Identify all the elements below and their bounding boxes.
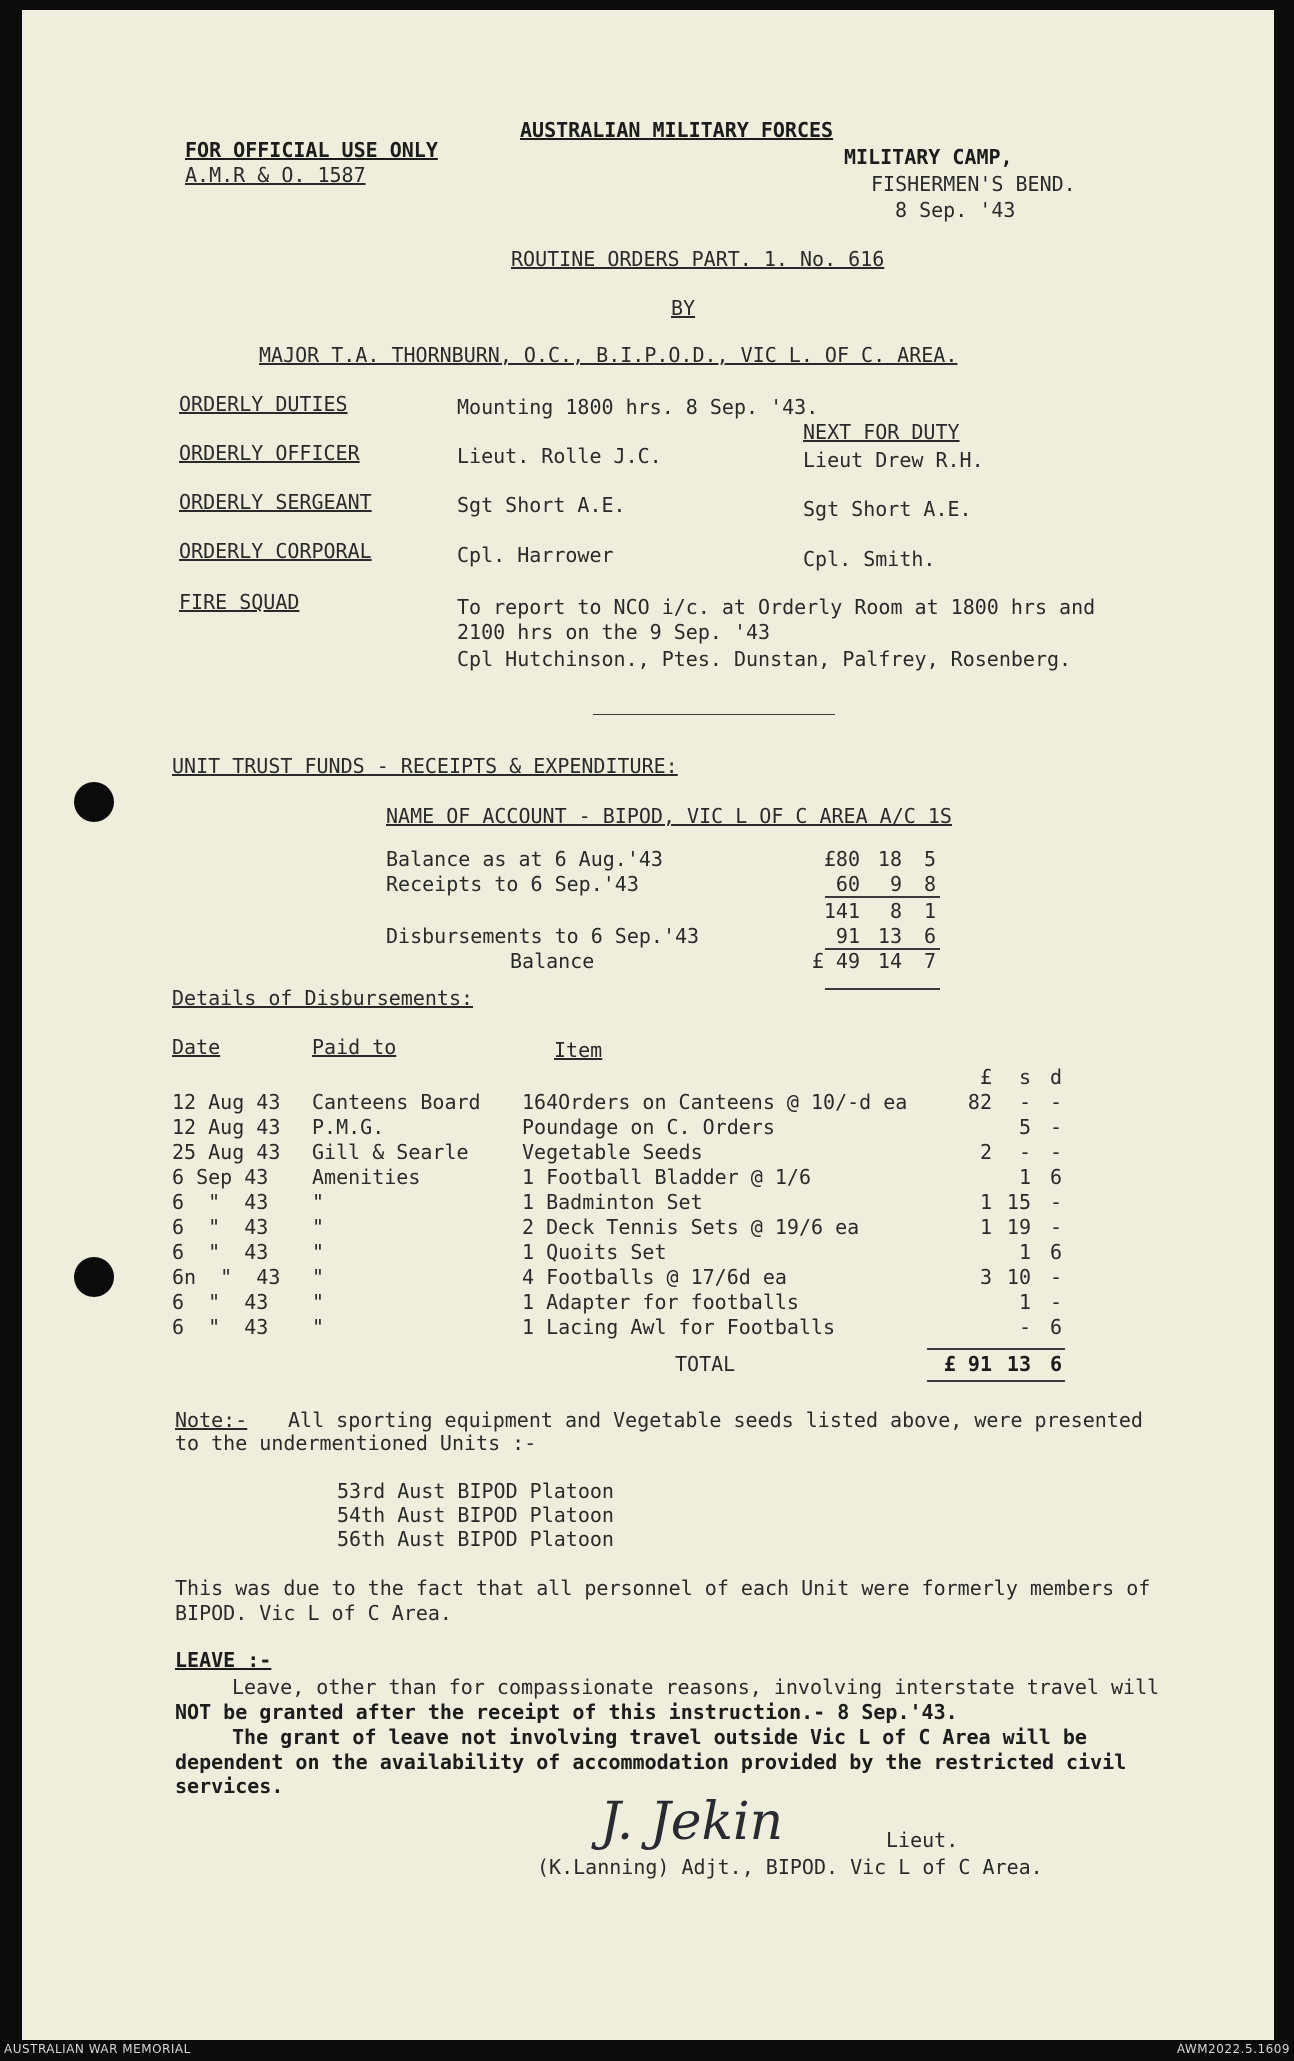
unit-line: 54th Aust BIPOD Platoon [337, 1503, 614, 1527]
row-item: Vegetable Seeds [522, 1140, 703, 1164]
row-item: 1 Football Bladder @ 1/6 [522, 1165, 811, 1189]
funds-row-pounds: 91 [835, 924, 860, 948]
row-shillings: 1 [1018, 1240, 1031, 1264]
fire-squad-line-3: Cpl Hutchinson., Ptes. Dunstan, Palfrey, Rosenberg. [457, 647, 1072, 671]
row-pence: - [1049, 1115, 1062, 1139]
total-pounds: £ 91 [943, 1352, 992, 1376]
note-after-line-1: This was due to the fact that all personnel of each Unit were formerly members of [175, 1576, 1151, 1600]
row-shillings: - [1018, 1090, 1031, 1114]
row-pence: - [1049, 1290, 1062, 1314]
row-shillings: 19 [1006, 1215, 1031, 1239]
leave-line-2: NOT be granted after the receipt of this instruction.- 8 Sep.'43. [175, 1700, 958, 1724]
col-header-paid-to: Paid to [312, 1035, 397, 1059]
row-shillings: 10 [1006, 1265, 1031, 1289]
unit-line: 53rd Aust BIPOD Platoon [337, 1479, 614, 1503]
row-date: 6 " 43 [172, 1240, 269, 1264]
total-bottom-rule [927, 1380, 1065, 1382]
total-shillings: 13 [1006, 1352, 1031, 1376]
funds-row-pence: 5 [923, 847, 936, 871]
note-line-1: All sporting equipment and Vegetable seeds listed above, were presented [288, 1408, 1143, 1432]
row-pence: - [1049, 1140, 1062, 1164]
duty-current-orderly-sergeant: Sgt Short A.E. [457, 493, 626, 517]
funds-row-label: Receipts to 6 Sep.'43 [386, 872, 639, 896]
fire-squad-label: FIRE SQUAD [179, 590, 300, 614]
funds-row-pence: 6 [923, 924, 936, 948]
section-divider [593, 714, 835, 715]
row-item: 1 Badminton Set [522, 1190, 703, 1214]
row-shillings: 5 [1018, 1115, 1031, 1139]
total-label: TOTAL [675, 1352, 736, 1376]
row-paid-to: " [312, 1190, 325, 1214]
row-paid-to: " [312, 1240, 325, 1264]
row-paid-to: " [312, 1315, 325, 1339]
row-pence: 6 [1049, 1315, 1062, 1339]
fire-squad-line-2: 2100 hrs on the 9 Sep. '43 [457, 620, 771, 644]
funds-row-shillings: 9 [889, 872, 902, 896]
note-after-line-2: BIPOD. Vic L of C Area. [175, 1601, 452, 1625]
by-label: BY [671, 296, 696, 320]
funds-row-pence: 8 [923, 872, 936, 896]
funds-row-shillings: 14 [877, 949, 902, 973]
row-paid-to: " [312, 1265, 325, 1289]
duty-next-orderly-corporal: Cpl. Smith. [803, 547, 936, 571]
leave-line-5: services. [175, 1774, 284, 1798]
footer-institution: AUSTRALIAN WAR MEMORIAL [4, 2042, 191, 2056]
funds-row-pounds: 141 [823, 899, 860, 923]
row-date: 6 " 43 [172, 1190, 269, 1214]
col-header-item: Item [554, 1038, 603, 1062]
funds-row-label: Balance as at 6 Aug.'43 [386, 847, 663, 871]
subtotal-rule [825, 896, 940, 898]
reference-number: A.M.R & O. 1587 [185, 163, 366, 187]
row-item: Poundage on C. Orders [522, 1115, 775, 1139]
row-date: 6 Sep 43 [172, 1165, 269, 1189]
row-pounds: 3 [979, 1265, 992, 1289]
duty-next-orderly-sergeant: Sgt Short A.E. [803, 497, 972, 521]
col-header-shillings: s [1018, 1065, 1031, 1089]
forces-heading: AUSTRALIAN MILITARY FORCES [520, 118, 834, 142]
funds-heading: UNIT TRUST FUNDS - RECEIPTS & EXPENDITURE: [172, 754, 678, 778]
signatory-line: (K.Lanning) Adjt., BIPOD. Vic L of C Area. [537, 1855, 1043, 1879]
routine-orders-title: ROUTINE ORDERS PART. 1. No. 616 [511, 247, 885, 271]
camp-name: MILITARY CAMP, [844, 145, 1013, 169]
header-date: 8 Sep. '43 [895, 198, 1016, 222]
row-date: 12 Aug 43 [172, 1115, 281, 1139]
row-date: 12 Aug 43 [172, 1090, 281, 1114]
row-date: 6 " 43 [172, 1315, 269, 1339]
fire-squad-line-1: To report to NCO i/c. at Orderly Room at 1800 hrs and [457, 595, 1096, 619]
row-date: 6n " 43 [172, 1265, 281, 1289]
row-pence: 6 [1049, 1165, 1062, 1189]
row-shillings: 1 [1018, 1290, 1031, 1314]
duty-label-orderly-officer: ORDERLY OFFICER [179, 441, 360, 465]
row-item: 4 Footballs @ 17/6d ea [522, 1265, 787, 1289]
funds-row-shillings: 13 [877, 924, 902, 948]
next-for-duty-label: NEXT FOR DUTY [803, 420, 960, 444]
row-pounds: 82 [967, 1090, 992, 1114]
duty-next-orderly-officer: Lieut Drew R.H. [803, 448, 984, 472]
note-label: Note:- [175, 1408, 248, 1432]
punch-hole-bottom [74, 1257, 114, 1297]
unit-line: 56th Aust BIPOD Platoon [337, 1527, 614, 1551]
footer-accession-number: AWM2022.5.1609 [1176, 2042, 1290, 2056]
funds-row-shillings: 8 [889, 899, 902, 923]
row-paid-to: Canteens Board [312, 1090, 481, 1114]
row-item: 1 Adapter for footballs [522, 1290, 799, 1314]
row-pounds: 1 [979, 1190, 992, 1214]
funds-row-pounds: £80 [823, 847, 860, 871]
row-pence: - [1049, 1265, 1062, 1289]
funds-row-pounds: £ 49 [811, 949, 860, 973]
account-name: NAME OF ACCOUNT - BIPOD, VIC L OF C AREA A/C 1S [386, 804, 952, 828]
leave-line-3: The grant of leave not involving travel outside Vic L of C Area will be [232, 1725, 1087, 1749]
row-item: 164Orders on Canteens @ 10/-d ea [522, 1090, 908, 1114]
balance-rule [825, 988, 940, 990]
row-pounds: 2 [979, 1140, 992, 1164]
handwritten-signature: J. Jekin [600, 1792, 784, 1852]
row-pence: - [1049, 1215, 1062, 1239]
row-pence: - [1049, 1190, 1062, 1214]
funds-row-pence: 1 [923, 899, 936, 923]
leave-heading: LEAVE :- [175, 1648, 272, 1672]
duty-label-orderly-sergeant: ORDERLY SERGEANT [179, 490, 372, 514]
duty-current-orderly-officer: Lieut. Rolle J.C. [457, 444, 662, 468]
row-shillings: - [1018, 1140, 1031, 1164]
duty-current-orderly-duties: Mounting 1800 hrs. 8 Sep. '43. [457, 395, 819, 419]
commanding-officer: MAJOR T.A. THORNBURN, O.C., B.I.P.O.D., VIC L. OF C. AREA. [259, 343, 958, 367]
leave-line-4: dependent on the availability of accommodation provided by the restricted civil [175, 1750, 1127, 1774]
row-date: 6 " 43 [172, 1290, 269, 1314]
row-pence: - [1049, 1090, 1062, 1114]
col-header-pence: d [1049, 1065, 1062, 1089]
col-header-date: Date [172, 1035, 221, 1059]
disbursements-heading: Details of Disbursements: [172, 986, 474, 1010]
total-top-rule [927, 1348, 1065, 1350]
note-line-2: to the undermentioned Units :- [175, 1431, 537, 1455]
row-paid-to: " [312, 1215, 325, 1239]
row-paid-to: Gill & Searle [312, 1140, 469, 1164]
row-item: 2 Deck Tennis Sets @ 19/6 ea [522, 1215, 860, 1239]
total-pence: 6 [1049, 1352, 1062, 1376]
row-shillings: 1 [1018, 1165, 1031, 1189]
document-page [22, 10, 1274, 2040]
row-paid-to: P.M.G. [312, 1115, 385, 1139]
funds-balance-label: Balance [510, 949, 595, 973]
row-shillings: - [1018, 1315, 1031, 1339]
duty-label-orderly-corporal: ORDERLY CORPORAL [179, 539, 372, 563]
row-date: 6 " 43 [172, 1215, 269, 1239]
row-paid-to: Amenities [312, 1165, 421, 1189]
punch-hole-top [74, 782, 114, 822]
leave-line-1: Leave, other than for compassionate reasons, involving interstate travel will [232, 1675, 1160, 1699]
camp-location: FISHERMEN'S BEND. [871, 172, 1076, 196]
row-date: 25 Aug 43 [172, 1140, 281, 1164]
row-item: 1 Lacing Awl for Footballs [522, 1315, 836, 1339]
row-pounds: 1 [979, 1215, 992, 1239]
row-shillings: 15 [1006, 1190, 1031, 1214]
duty-current-orderly-corporal: Cpl. Harrower [457, 543, 614, 567]
official-use-label: FOR OFFICIAL USE ONLY [185, 138, 438, 162]
row-item: 1 Quoits Set [522, 1240, 667, 1264]
funds-row-pence: 7 [923, 949, 936, 973]
signatory-rank: Lieut. [886, 1828, 959, 1852]
funds-row-label: Disbursements to 6 Sep.'43 [386, 924, 700, 948]
duty-label-orderly-duties: ORDERLY DUTIES [179, 392, 348, 416]
funds-row-shillings: 18 [877, 847, 902, 871]
col-header-pounds: £ [979, 1065, 992, 1089]
funds-row-pounds: 60 [835, 872, 860, 896]
row-pence: 6 [1049, 1240, 1062, 1264]
row-paid-to: " [312, 1290, 325, 1314]
